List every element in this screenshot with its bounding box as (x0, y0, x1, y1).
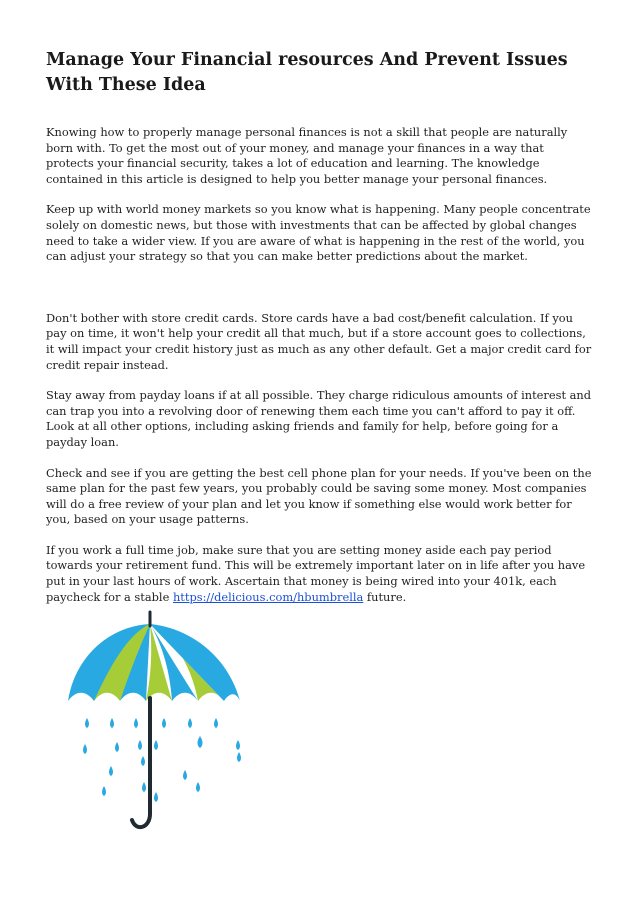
umbrella-with-raindrops-icon (60, 606, 260, 842)
umbrella-canopy (68, 624, 240, 701)
delicious-link[interactable]: https://delicious.com/hbumbrella (172, 589, 364, 604)
retirement-text-before-link: If you work a full time job, make sure that you are setting money aside each pay period towards your retirement fund. This will be extremely important later on in life after you have put in your last hours of work. Ascertain that money is being wired into your 401k, each paycheck for a stable (46, 542, 586, 604)
paragraph-payday-loans: Stay away from payday loans if at all possible. They charge ridiculous amounts of interest and can trap you into a revolving door of renewing them each time you can't afford to pay it off. Look at all other options, including asking friends and family for help, before going for a payday loan. (46, 388, 592, 449)
retirement-text-after-link: future. (363, 589, 407, 604)
paragraph-cell-phone: Check and see if you are getting the best cell phone plan for your needs. If you've been on the same plan for the past few years, you probably could be saving some money. Most companies will do a free review of your plan and let you know if something else would work better for you, based on your usage patterns. (46, 465, 592, 527)
paragraph-store-cards: Don't bother with store credit cards. Store cards have a bad cost/benefit calculation. If you pay on time, it won't help your credit all that much, but if a store account goes to collections, it will impact your credit history just as much as any other default. Get a major credit card for credit repair instead. (46, 310, 592, 372)
paragraph-intro: Knowing how to properly manage personal finances is not a skill that people are naturally born with. To get the most out of your money, and manage your finances in a way that protects your financial security, takes a lot of education and learning. The knowledge contained in this article is designed to help you better manage your personal finances. (46, 125, 568, 186)
document-page (46, 48, 594, 620)
paragraph-retirement (46, 543, 594, 605)
raindrops (83, 718, 241, 802)
document-title: Manage Your Financial resources And Prevent Issues With These Idea (46, 50, 568, 95)
paragraph-world-markets: Keep up with world money markets so you know what is happening. Many people concentrate solely on domestic news, but those with investments that can be affected by global changes need to take a wider view. If you are aware of what is happening in the rest of the world, you can adjust your strategy so that you can make better predictions about the market. (46, 202, 591, 264)
umbrella-handle (132, 698, 150, 827)
